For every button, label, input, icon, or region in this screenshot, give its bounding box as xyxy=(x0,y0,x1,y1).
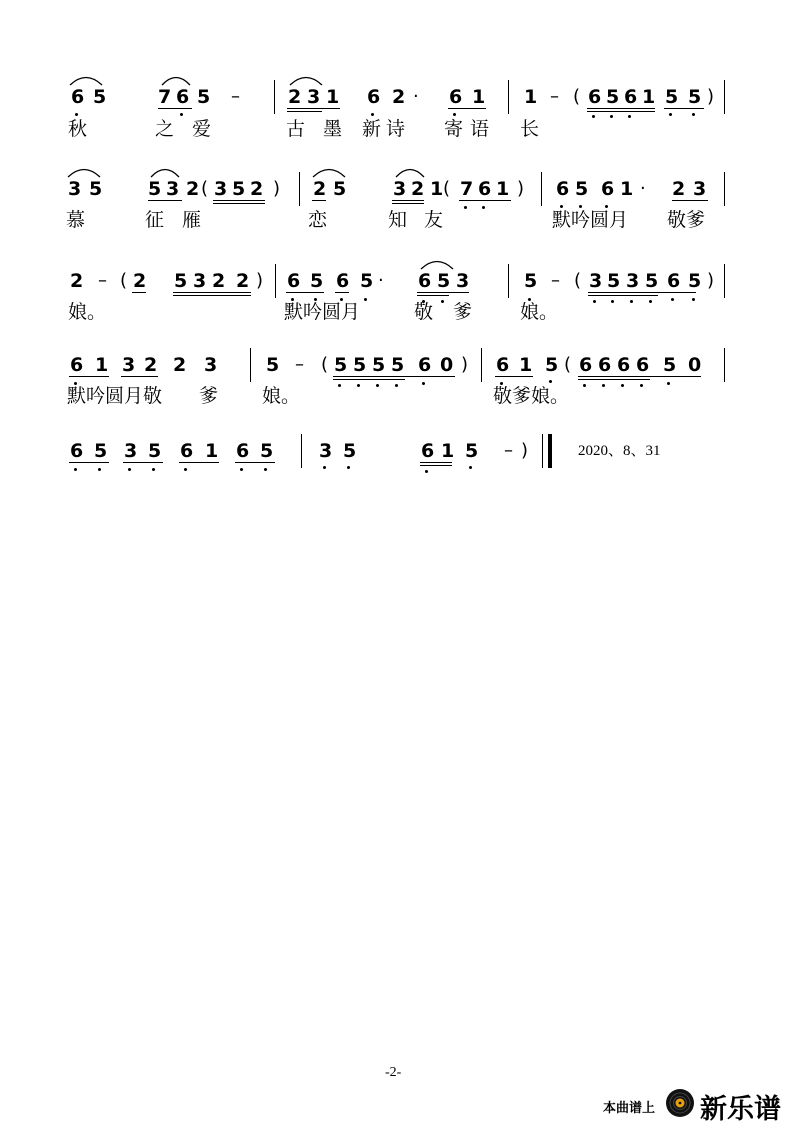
note: 5 xyxy=(232,178,246,200)
composition-date: 2020、8、31 xyxy=(578,443,661,459)
augmentation-dot: · xyxy=(640,178,646,199)
bar-line xyxy=(724,348,725,382)
note: 5 xyxy=(688,270,702,292)
beam-line xyxy=(213,200,265,201)
note: 1 xyxy=(472,86,486,108)
low-octave-dot xyxy=(184,468,187,471)
bar-line xyxy=(481,348,482,382)
note: 2 xyxy=(173,354,187,376)
lyric: 爹 xyxy=(199,385,219,407)
paren: ) xyxy=(521,440,529,461)
beam-line xyxy=(69,462,109,463)
note: 1 xyxy=(205,440,219,462)
lyric: 娘。 xyxy=(262,385,301,407)
low-octave-dot xyxy=(75,113,78,116)
lyric: 长 xyxy=(520,118,540,140)
note: 6 xyxy=(421,440,435,462)
slur xyxy=(311,166,347,178)
site-logo[interactable]: 新乐谱 xyxy=(700,1094,781,1125)
lyric: 之 xyxy=(155,118,175,140)
paren: ) xyxy=(273,178,281,199)
lyric: 友 xyxy=(424,209,444,231)
bar-line xyxy=(724,172,725,206)
note: 6 xyxy=(478,178,492,200)
bar-line xyxy=(724,264,725,298)
bar-line xyxy=(275,264,276,298)
slur xyxy=(66,166,102,178)
beam-line xyxy=(123,462,163,463)
note: 3 xyxy=(456,270,470,292)
note: 0 xyxy=(440,354,454,376)
beam-line xyxy=(392,203,424,204)
beam-line xyxy=(495,376,533,377)
note: 1 xyxy=(441,440,455,462)
slur xyxy=(419,258,455,270)
note: 6 xyxy=(636,354,650,376)
note: 6 xyxy=(236,440,250,462)
low-octave-dot xyxy=(347,466,350,469)
paren: ( xyxy=(564,354,572,375)
paren: ( xyxy=(321,354,329,375)
lyric: 娘。 xyxy=(68,301,107,323)
lyric: 诗 xyxy=(386,118,406,140)
note: 5 xyxy=(607,270,621,292)
lyric: 语 xyxy=(470,118,490,140)
note: 6 xyxy=(556,178,570,200)
vinyl-record-icon xyxy=(665,1088,695,1118)
paren: ) xyxy=(461,354,469,375)
note: 3 xyxy=(193,270,207,292)
beam-line xyxy=(588,292,696,293)
note: 6 xyxy=(579,354,593,376)
beam-line xyxy=(213,203,265,204)
paren: ( xyxy=(574,270,582,291)
note: 5 xyxy=(665,86,679,108)
note: 3 xyxy=(626,270,640,292)
low-octave-dot xyxy=(264,468,267,471)
note: 5 xyxy=(663,354,677,376)
note: 5 xyxy=(372,354,386,376)
bar-line xyxy=(250,348,251,382)
note: 5 xyxy=(174,270,188,292)
lyric: 知 xyxy=(388,209,408,231)
note: 5 xyxy=(343,440,357,462)
beam-line xyxy=(333,376,455,377)
note: 1 xyxy=(642,86,656,108)
note: 2 xyxy=(250,178,264,200)
note: 3 xyxy=(166,178,180,200)
beam-line xyxy=(173,292,251,293)
note: 1 xyxy=(496,178,510,200)
low-octave-dot xyxy=(152,468,155,471)
note: 5 xyxy=(353,354,367,376)
beam-line xyxy=(69,376,109,377)
paren: ( xyxy=(443,178,451,199)
note: 6 xyxy=(70,354,84,376)
note: 5 xyxy=(360,270,374,292)
note: 5 xyxy=(266,354,280,376)
beam-line xyxy=(578,376,701,377)
dash: – xyxy=(98,270,107,291)
bar-line xyxy=(541,172,542,206)
paren: ) xyxy=(707,86,715,107)
beam-line xyxy=(287,111,322,112)
low-octave-dot xyxy=(240,468,243,471)
paren: ( xyxy=(573,86,581,107)
note: 6 xyxy=(367,86,381,108)
note: 6 xyxy=(71,86,85,108)
beam-line xyxy=(420,462,452,463)
lyric: 秋 xyxy=(68,118,88,140)
beam-line xyxy=(664,108,704,109)
beam-line xyxy=(420,465,452,466)
paren: ) xyxy=(707,270,715,291)
beam-line xyxy=(417,295,449,296)
beam-line xyxy=(132,292,146,293)
note: 5 xyxy=(575,178,589,200)
note: 3 xyxy=(307,86,321,108)
bar-line xyxy=(508,264,509,298)
note: 6 xyxy=(287,270,301,292)
note: 3 xyxy=(122,354,136,376)
note: 7 xyxy=(158,86,172,108)
note: 3 xyxy=(589,270,603,292)
low-octave-dot xyxy=(180,113,183,116)
note: 6 xyxy=(598,354,612,376)
note: 6 xyxy=(336,270,350,292)
dash: – xyxy=(551,270,560,291)
beam-line xyxy=(588,295,658,296)
note: 5 xyxy=(148,440,162,462)
paren: ( xyxy=(120,270,128,291)
page-number: -2- xyxy=(385,1065,402,1080)
note: 6 xyxy=(418,354,432,376)
note: 6 xyxy=(496,354,510,376)
note: 1 xyxy=(430,178,444,200)
note: 2 xyxy=(144,354,158,376)
beam-line xyxy=(335,292,349,293)
augmentation-dot: · xyxy=(413,86,419,107)
dash: – xyxy=(295,354,304,375)
note: 6 xyxy=(70,440,84,462)
low-octave-dot xyxy=(425,470,428,473)
bar-line xyxy=(301,434,302,468)
dash: – xyxy=(550,86,559,107)
low-octave-dot xyxy=(128,468,131,471)
note: 2 xyxy=(672,178,686,200)
beam-line xyxy=(158,108,192,109)
beam-line xyxy=(148,200,182,201)
low-octave-dot xyxy=(692,113,695,116)
lyric: 慕 xyxy=(66,209,86,231)
paren: ) xyxy=(256,270,264,291)
lyric: 爹 xyxy=(453,301,473,323)
lyric: 敬爹娘。 xyxy=(493,385,570,407)
beam-line xyxy=(448,108,486,109)
note: 5 xyxy=(333,178,347,200)
note: 1 xyxy=(519,354,533,376)
lyric: 古 xyxy=(286,118,306,140)
note: 5 xyxy=(94,440,108,462)
beam-line xyxy=(587,111,655,112)
low-octave-dot xyxy=(323,466,326,469)
note: 2 xyxy=(133,270,147,292)
note: 3 xyxy=(204,354,218,376)
lyric: 墨 xyxy=(323,118,343,140)
note: 3 xyxy=(393,178,407,200)
lyric: 默吟圆月 xyxy=(552,209,629,231)
lyrics-row xyxy=(0,117,793,157)
lyric: 敬 xyxy=(414,301,434,323)
note: 5 xyxy=(334,354,348,376)
dash: – xyxy=(504,440,513,461)
beam-line xyxy=(121,376,158,377)
beam-line xyxy=(578,379,650,380)
note: 5 xyxy=(645,270,659,292)
note: 5 xyxy=(93,86,107,108)
lyric: 新 xyxy=(362,118,382,140)
paren: ( xyxy=(201,178,209,199)
note: 3 xyxy=(124,440,138,462)
note: 0 xyxy=(688,354,702,376)
bar-line xyxy=(542,434,543,468)
note: 6 xyxy=(180,440,194,462)
lyric: 寄 xyxy=(444,118,464,140)
lyric: 征 xyxy=(145,209,165,231)
beam-line xyxy=(392,200,424,201)
note: 6 xyxy=(667,270,681,292)
note: 2 xyxy=(392,86,406,108)
beam-line xyxy=(179,462,219,463)
source-label: 本曲谱上 xyxy=(603,1101,656,1116)
lyric: 雁 xyxy=(182,209,202,231)
low-octave-dot xyxy=(453,113,456,116)
lyrics-row xyxy=(0,384,793,424)
note: 2 xyxy=(70,270,84,292)
beam-line xyxy=(587,108,655,109)
low-octave-dot xyxy=(74,468,77,471)
note: 1 xyxy=(95,354,109,376)
lyric: 恋 xyxy=(308,209,328,231)
beam-line xyxy=(459,200,511,201)
note: 5 xyxy=(465,440,479,462)
low-octave-dot xyxy=(371,113,374,116)
note: 6 xyxy=(588,86,602,108)
note: 3 xyxy=(693,178,707,200)
slur xyxy=(149,166,181,178)
note: 6 xyxy=(624,86,638,108)
note: 2 xyxy=(313,178,327,200)
lyric: 默吟圆月 xyxy=(284,301,361,323)
note: 5 xyxy=(391,354,405,376)
note: 1 xyxy=(524,86,538,108)
paren: ) xyxy=(517,178,525,199)
dash: – xyxy=(231,86,240,107)
lyrics-row xyxy=(0,300,793,340)
beam-line xyxy=(287,108,340,109)
augmentation-dot: · xyxy=(378,270,384,291)
final-bar-line xyxy=(548,434,552,468)
lyric: 爱 xyxy=(192,118,212,140)
note: 6 xyxy=(418,270,432,292)
low-octave-dot xyxy=(98,468,101,471)
note: 5 xyxy=(89,178,103,200)
note: 5 xyxy=(606,86,620,108)
notes-row xyxy=(0,440,793,480)
note: 6 xyxy=(176,86,190,108)
note: 5 xyxy=(148,178,162,200)
beam-line xyxy=(312,200,326,201)
note: 5 xyxy=(197,86,211,108)
beam-line xyxy=(235,462,275,463)
lyric: 默吟圆月敬 xyxy=(67,385,163,407)
note: 5 xyxy=(524,270,538,292)
note: 6 xyxy=(601,178,615,200)
note: 2 xyxy=(186,178,200,200)
note: 7 xyxy=(460,178,474,200)
note: 5 xyxy=(310,270,324,292)
lyric: 敬爹 xyxy=(667,209,706,231)
note: 6 xyxy=(617,354,631,376)
low-octave-dot xyxy=(669,113,672,116)
note: 2 xyxy=(411,178,425,200)
note: 2 xyxy=(288,86,302,108)
note: 5 xyxy=(437,270,451,292)
note: 6 xyxy=(449,86,463,108)
note: 2 xyxy=(236,270,250,292)
slur xyxy=(394,166,426,178)
note: 1 xyxy=(326,86,340,108)
beam-line xyxy=(672,200,708,201)
beam-line xyxy=(286,292,324,293)
note: 3 xyxy=(319,440,333,462)
low-octave-dot xyxy=(549,380,552,383)
note: 3 xyxy=(214,178,228,200)
low-octave-dot xyxy=(469,466,472,469)
bar-line xyxy=(299,172,300,206)
note: 5 xyxy=(688,86,702,108)
note: 1 xyxy=(620,178,634,200)
note: 5 xyxy=(260,440,274,462)
lyric: 娘。 xyxy=(520,301,559,323)
note: 3 xyxy=(68,178,82,200)
beam-line xyxy=(333,379,405,380)
note: 5 xyxy=(545,354,559,376)
note: 2 xyxy=(212,270,226,292)
beam-line xyxy=(417,292,469,293)
beam-line xyxy=(173,295,251,296)
lyrics-row xyxy=(0,208,793,248)
